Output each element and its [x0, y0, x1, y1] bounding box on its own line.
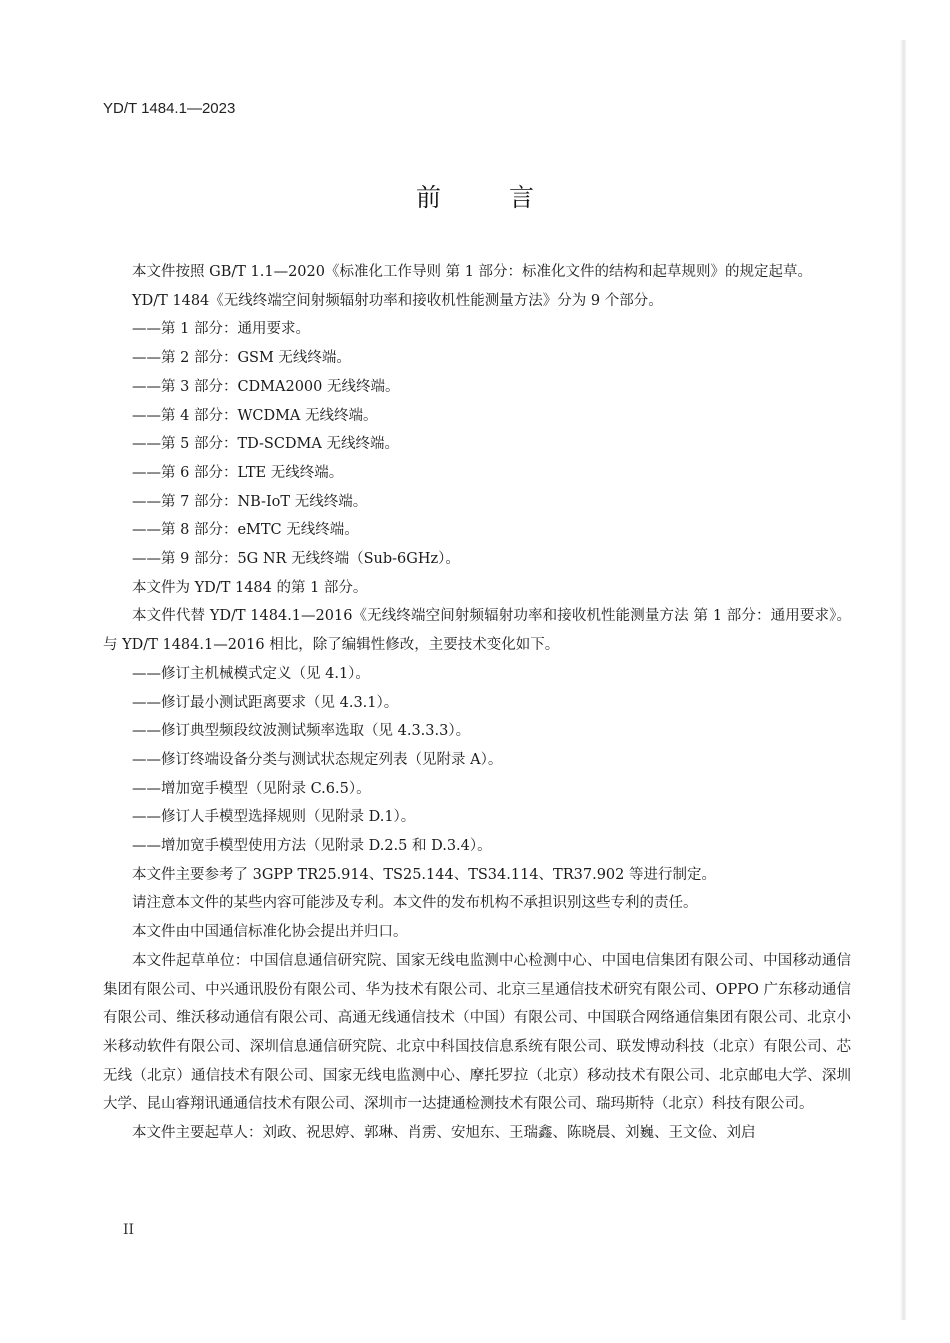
paragraph: 本文件主要参考了 3GPP TR25.914、TS25.144、TS34.114、TR37.902 等进行制定。	[132, 866, 716, 883]
list-item: ——修订人手模型选择规则（见附录 D.1）。	[132, 809, 416, 826]
paragraph: 本文件由中国通信标准化协会提出并归口。	[132, 924, 408, 941]
list-item: ——第 1 部分：通用要求。	[132, 321, 310, 338]
paragraph: 本文件起草单位：中国信息通信研究院、国家无线电监测中心检测中心、中国电信集团有限公司、中国移动通信集团有限公司、中兴通讯股份有限公司、华为技术有限公司、北京三星通信技术研究有限公司、OPPO 广东移动通信有限公司、维沃移动通信有限公司、高通无线通信技术（中国）有限公司、中国联合网络通信集团有限公司、北京小米移动软件有限公司、深圳信息通信研究院、北京中科国技信息系统有限公司、联发博动科技（北京）有限公司、芯无线（北京）通信技术有限公司、国家无线电监测中心、摩托罗拉（北京）移动技术有限公司、北京邮电大学、深圳大学、昆山睿翔讯通通信技术有限公司、深圳市一达捷通检测技术有限公司、瑞玛斯特（北京）科技有限公司。	[103, 952, 851, 1113]
list-item: ——第 4 部分：WCDMA 无线终端。	[132, 407, 378, 424]
document-code: YD/T 1484.1—2023	[103, 100, 236, 117]
page-edge-shadow	[900, 40, 906, 1320]
paragraph: 本文件代替 YD/T 1484.1—2016《无线终端空间射频辐射功率和接收机性能测量方法 第 1 部分：通用要求》。与 YD/T 1484.1—2016 相比，除了编辑性修改，主要技术变化如下。	[103, 608, 851, 654]
paragraph: 本文件主要起草人：刘政、祝思婷、郭琳、肖雳、安旭东、王瑞鑫、陈晓晨、刘巍、王文俭、刘启	[132, 1125, 756, 1142]
paragraph: 本文件为 YD/T 1484 的第 1 部分。	[132, 579, 368, 596]
paragraph: YD/T 1484《无线终端空间射频辐射功率和接收机性能测量方法》分为 9 个部分。	[132, 292, 663, 309]
list-item: ——修订典型频段纹波测试频率选取（见 4.3.3.3）。	[132, 723, 471, 740]
paragraph: 本文件按照 GB/T 1.1—2020《标准化工作导则 第 1 部分：标准化文件的结构和起草规则》的规定起草。	[132, 264, 813, 280]
list-item: ——修订最小测试距离要求（见 4.3.1）。	[132, 694, 399, 711]
list-item: ——增加宽手模型（见附录 C.6.5）。	[132, 780, 371, 797]
page-number: II	[123, 1222, 135, 1238]
list-item: ——第 5 部分：TD-SCDMA 无线终端。	[132, 436, 399, 453]
list-item: ——第 3 部分：CDMA2000 无线终端。	[132, 378, 400, 395]
paragraph: 请注意本文件的某些内容可能涉及专利。本文件的发布机构不承担识别这些专利的责任。	[132, 895, 698, 912]
document-body	[103, 258, 851, 1148]
list-item: ——第 6 部分：LTE 无线终端。	[132, 464, 344, 481]
list-item: ——第 9 部分：5G NR 无线终端（Sub-6GHz）。	[132, 551, 460, 568]
list-item: ——第 2 部分：GSM 无线终端。	[132, 350, 351, 367]
list-item: ——增加宽手模型使用方法（见附录 D.2.5 和 D.3.4）。	[132, 838, 492, 855]
page-title: 前 言	[416, 183, 564, 212]
list-item: ——修订终端设备分类与测试状态规定列表（见附录 A）。	[132, 751, 503, 768]
list-item: ——第 8 部分：eMTC 无线终端。	[132, 522, 359, 539]
list-item: ——修订主机械模式定义（见 4.1）。	[132, 665, 370, 682]
list-item: ——第 7 部分：NB-IoT 无线终端。	[132, 493, 368, 510]
